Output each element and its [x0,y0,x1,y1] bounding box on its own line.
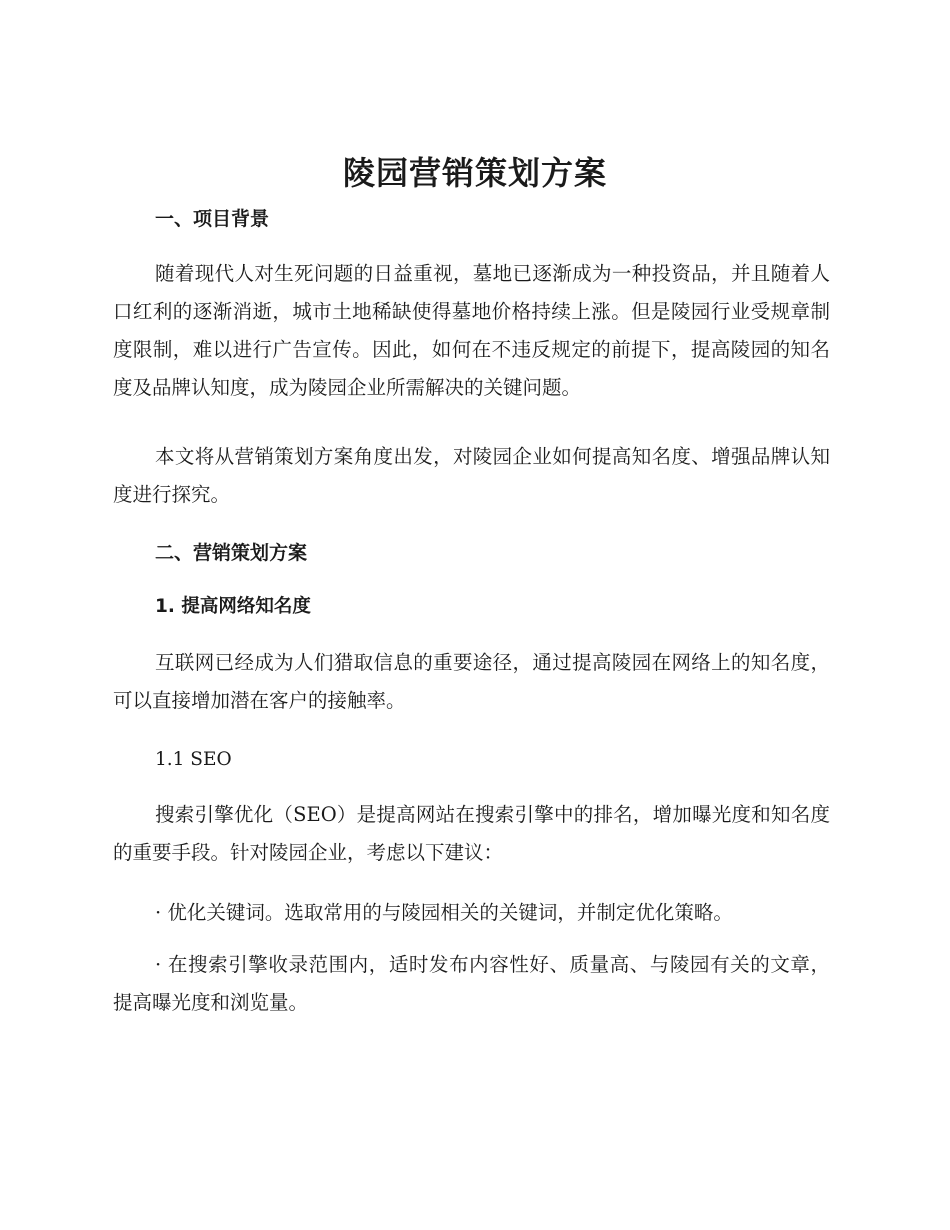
paragraph-background: 随着现代人对生死问题的日益重视，墓地已逐渐成为一种投资品，并且随着人口红利的逐渐消逝，城市土地稀缺使得墓地价格持续上涨。但是陵园行业受规章制度限制，难以进行广告宣传。因此，如何在不违反规定的前提下，提高陵园的知名度及品牌认知度，成为陵园企业所需解决的关键问题。 [113,262,830,399]
paragraph-seo: 搜索引擎优化（SEO）是提高网站在搜索引擎中的排名，增加曝光度和知名度的重要手段。针对陵园企业，考虑以下建议： [113,803,830,864]
subheading-seo: 1.1 SEO [155,749,232,770]
section-heading-plan: 二、营销策划方案 [155,542,308,564]
paragraph-purpose: 本文将从营销策划方案角度出发，对陵园企业如何提高知名度、增强品牌认知度进行探究。 [113,445,830,506]
bullet-item: · 在搜索引擎收录范围内，适时发布内容性好、质量高、与陵园有关的文章，提高曝光度和浏览量。 [113,953,830,1014]
document-title: 陵园营销策划方案 [342,154,607,192]
subheading-network-awareness: 1. 提高网络知名度 [155,596,311,617]
bullet-item: · 优化关键词。选取常用的与陵园相关的关键词，并制定优化策略。 [155,901,733,924]
section-heading-background: 一、项目背景 [155,208,270,230]
paragraph-network-awareness: 互联网已经成为人们猎取信息的重要途径，通过提高陵园在网络上的知名度，可以直接增加潜在客户的接触率。 [113,651,830,712]
